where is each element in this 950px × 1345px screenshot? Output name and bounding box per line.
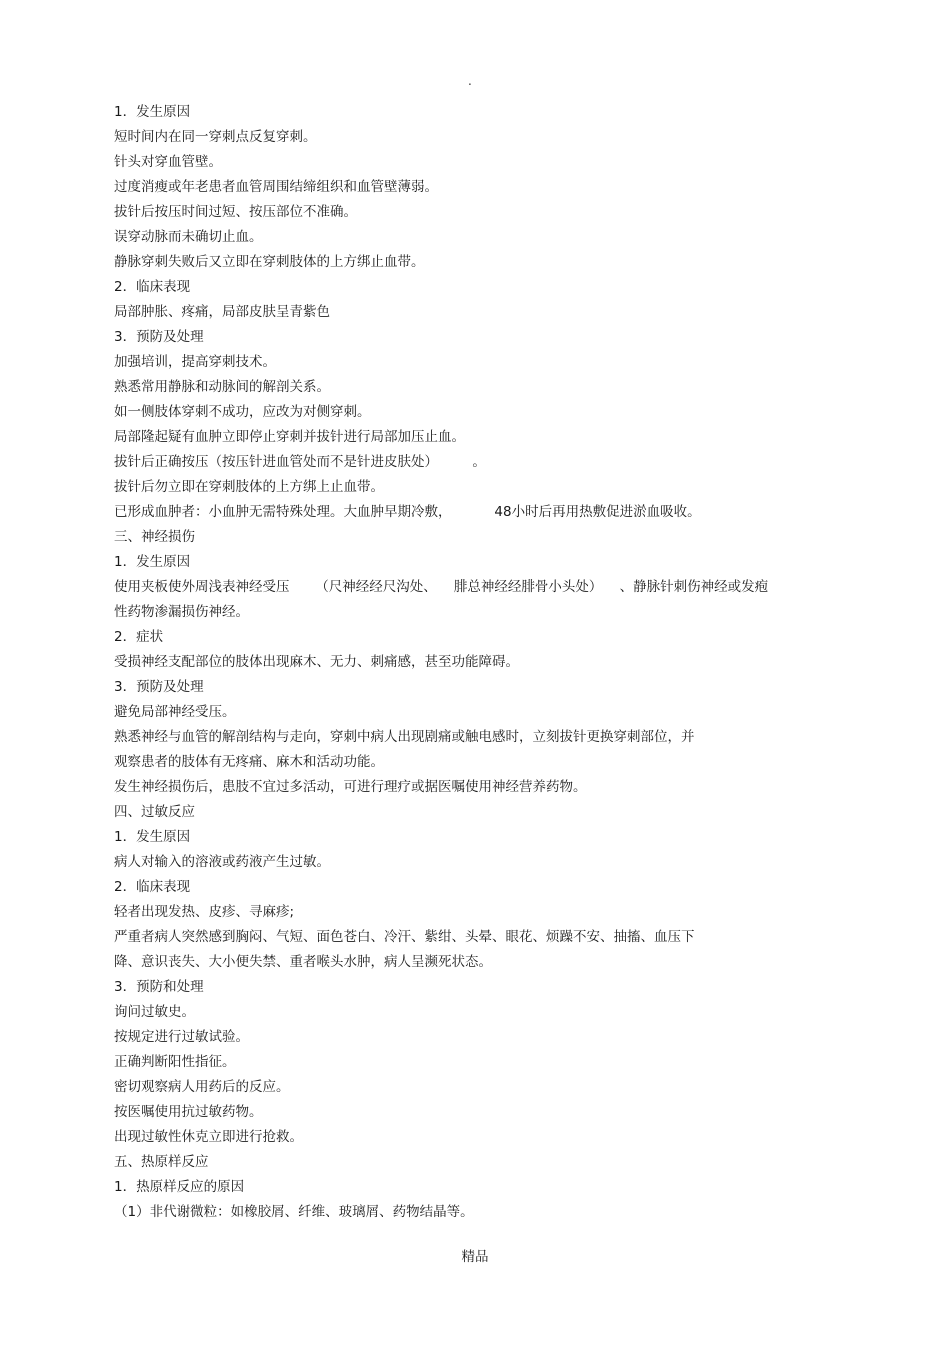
text-line: 已形成血肿者：小血肿无需特殊处理。大血肿早期冷敷， 48小时后再用热敷促进淤血吸收。 [114,504,701,520]
header-mark: . [468,74,472,88]
text-line: 按医嘱使用抗过敏药物。 [114,1104,263,1120]
text-line: 熟悉常用静脉和动脉间的解剖关系。 [114,379,330,395]
document-body [114,100,834,1225]
text-line: 局部隆起疑有血肿立即停止穿刺并拔针进行局部加压止血。 [114,429,465,445]
text-line: 短时间内在同一穿刺点反复穿刺。 [114,129,317,145]
footer-text: 精品 [461,1249,489,1265]
text-line: 3．预防及处理 [114,679,204,695]
text-line: 拔针后正确按压（按压针进血管处而不是针进皮肤处） 。 [114,454,486,470]
text-line: 三、神经损伤 [114,529,195,545]
text-line: 3．预防和处理 [114,979,204,995]
text-line: 性药物渗漏损伤神经。 [114,604,249,620]
text-line: 密切观察病人用药后的反应。 [114,1079,290,1095]
text-line: 1．发生原因 [114,554,191,570]
text-line: 过度消瘦或年老患者血管周围结缔组织和血管壁薄弱。 [114,179,438,195]
text-line: 1．发生原因 [114,104,191,120]
text-line: 出现过敏性休克立即进行抢救。 [114,1129,303,1145]
text-line: 1．发生原因 [114,829,191,845]
text-line: （1）非代谢微粒：如橡胶屑、纤维、玻璃屑、药物结晶等。 [114,1204,474,1220]
text-line: 加强培训，提高穿刺技术。 [114,354,276,370]
text-line: 严重者病人突然感到胸闷、气短、面色苍白、冷汗、紫绀、头晕、眼花、烦躁不安、抽搐、血压下 [114,929,695,945]
text-line: 拔针后勿立即在穿刺肢体的上方绑上止血带。 [114,479,384,495]
text-line: 1．热原样反应的原因 [114,1179,245,1195]
text-line: 发生神经损伤后，患肢不宜过多活动，可进行理疗或据医嘱使用神经营养药物。 [114,779,587,795]
text-line: 静脉穿刺失败后又立即在穿刺肢体的上方绑止血带。 [114,254,425,270]
text-line: 病人对输入的溶液或药液产生过敏。 [114,854,330,870]
text-line: 局部肿胀、疼痛，局部皮肤呈青紫色 [114,304,330,320]
text-line: 询问过敏史。 [114,1004,195,1020]
text-line: 受损神经支配部位的肢体出现麻木、无力、刺痛感，甚至功能障碍。 [114,654,519,670]
text-line: 拔针后按压时间过短、按压部位不准确。 [114,204,357,220]
text-line: 正确判断阳性指征。 [114,1054,236,1070]
text-line: 四、过敏反应 [114,804,195,820]
text-line: 熟悉神经与血管的解剖结构与走向，穿刺中病人出现剧痛或触电感时，立刻拔针更换穿刺部位，并 [114,729,695,745]
text-line: 五、热原样反应 [114,1154,209,1170]
text-line: 避免局部神经受压。 [114,704,236,720]
text-line: 3．预防及处理 [114,329,204,345]
text-line: 按规定进行过敏试验。 [114,1029,249,1045]
text-line: 如一侧肢体穿刺不成功，应改为对侧穿刺。 [114,404,371,420]
text-line: 2．临床表现 [114,279,191,295]
text-line: 2．症状 [114,629,164,645]
text-line: 误穿动脉而未确切止血。 [114,229,263,245]
text-line: 轻者出现发热、皮疹、寻麻疹; [114,904,295,920]
text-line: 针头对穿血管壁。 [114,154,222,170]
text-line: 观察患者的肢体有无疼痛、麻木和活动功能。 [114,754,384,770]
text-line: 2．临床表现 [114,879,191,895]
text-line: 降、意识丧失、大小便失禁、重者喉头水肿，病人呈濒死状态。 [114,954,492,970]
text-line: 使用夹板使外周浅表神经受压 （尺神经经尺沟处、 腓总神经经腓骨小头处） 、静脉针刺伤神经或发疱 [114,579,769,595]
